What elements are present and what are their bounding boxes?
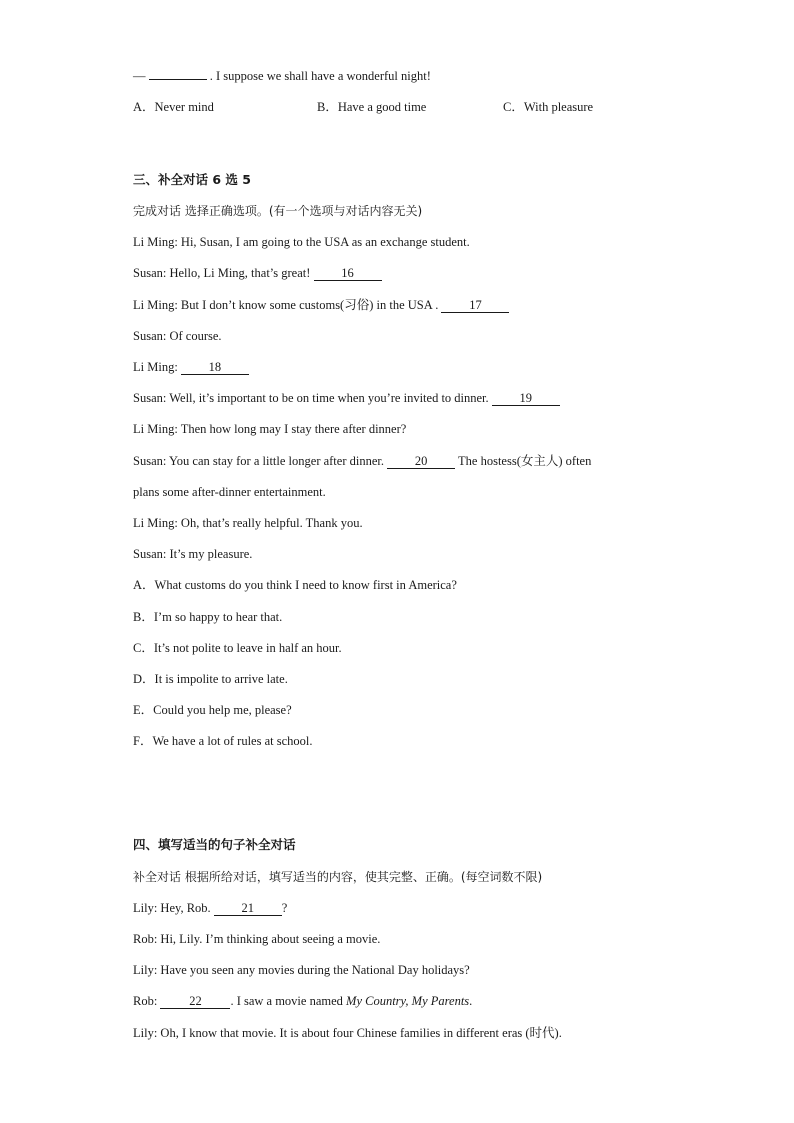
option-a: A．Never mind bbox=[133, 100, 214, 114]
dialogue-line: plans some after-dinner entertainment. bbox=[133, 485, 326, 499]
choice-e: E．Could you help me, please? bbox=[133, 703, 292, 717]
dialogue-line: Li Ming: But I don’t know some customs(习俗) in the USA . 17 bbox=[133, 297, 509, 313]
blank-17: 17 bbox=[441, 299, 509, 313]
blank-18: 18 bbox=[181, 361, 249, 375]
prompt-text: . I suppose we shall have a wonderful night! bbox=[209, 69, 431, 83]
answer-blank bbox=[149, 79, 207, 80]
dialogue-line: Susan: It’s my pleasure. bbox=[133, 547, 253, 561]
section3-title: 三、补全对话 6 选 5 bbox=[133, 172, 251, 187]
section4-instruction: 补全对话 根据所给对话，填写适当的内容，使其完整、正确。(每空词数不限) bbox=[133, 870, 543, 884]
dialogue-line: Li Ming: Then how long may I stay there after dinner? bbox=[133, 422, 407, 436]
choice-b: B．I’m so happy to hear that. bbox=[133, 610, 283, 624]
choice-f: F．We have a lot of rules at school. bbox=[133, 734, 313, 748]
dialogue-line: Susan: Hello, Li Ming, that’s great! 16 bbox=[133, 265, 382, 281]
dialogue-line: Li Ming: Oh, that’s really helpful. Thank you. bbox=[133, 516, 363, 530]
dialogue-line: Susan: Of course. bbox=[133, 329, 222, 343]
blank-21: 21 bbox=[214, 902, 282, 916]
choice-c: C．It’s not polite to leave in half an hour. bbox=[133, 641, 342, 655]
choice-d: D．It is impolite to arrive late. bbox=[133, 672, 288, 686]
blank-19: 19 bbox=[492, 392, 560, 406]
dialogue-line: Susan: Well, it’s important to be on time when you’re invited to dinner. 19 bbox=[133, 390, 560, 406]
question-prompt-line bbox=[133, 68, 431, 84]
dialogue-line: Rob: Hi, Lily. I’m thinking about seeing a movie. bbox=[133, 932, 381, 946]
dialogue-line: Li Ming: 18 bbox=[133, 359, 249, 375]
option-b: B．Have a good time bbox=[317, 100, 427, 114]
dialogue-line: Rob: 22 . I saw a movie named My Country, My Parents. bbox=[133, 994, 473, 1008]
movie-title: My Country, My Parents bbox=[346, 994, 470, 1008]
section3-instruction: 完成对话 选择正确选项。(有一个选项与对话内容无关) bbox=[133, 204, 423, 218]
blank-22: 22 bbox=[160, 995, 230, 1009]
dialogue-line: Lily: Have you seen any movies during the National Day holidays? bbox=[133, 963, 470, 977]
blank-20: 20 bbox=[387, 455, 455, 469]
dialogue-line: Lily: Oh, I know that movie. It is about four Chinese families in different eras (时代). bbox=[133, 1026, 562, 1040]
dialogue-line: Lily: Hey, Rob. 21 ? bbox=[133, 901, 288, 915]
dash: — bbox=[133, 69, 146, 83]
section4-title: 四、填写适当的句子补全对话 bbox=[133, 837, 296, 852]
dialogue-line: Susan: You can stay for a little longer after dinner. 20 The hostess(女主人) often bbox=[133, 454, 592, 468]
blank-16: 16 bbox=[314, 267, 382, 281]
option-c: C．With pleasure bbox=[503, 100, 594, 114]
choice-a: A．What customs do you think I need to know first in America? bbox=[133, 578, 457, 592]
dialogue-line: Li Ming: Hi, Susan, I am going to the USA as an exchange student. bbox=[133, 235, 470, 249]
